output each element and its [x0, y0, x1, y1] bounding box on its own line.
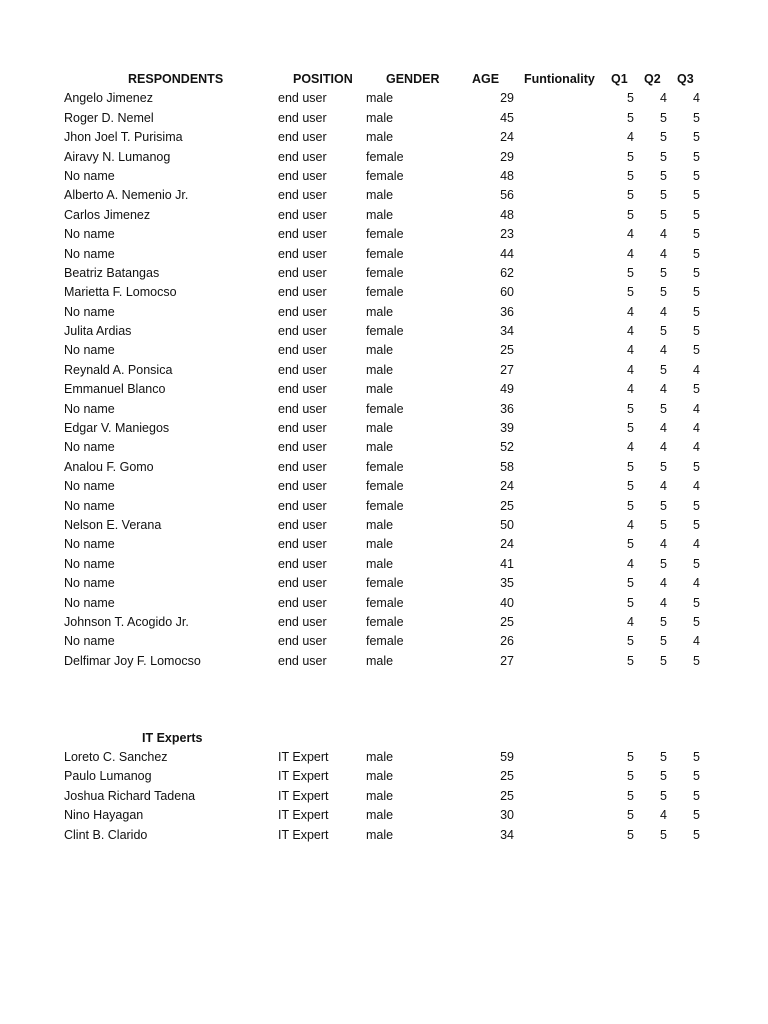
cell-age: 59 [500, 750, 514, 764]
table-row [0, 225, 768, 244]
cell-gender: male [366, 827, 394, 842]
cell-position: end user [278, 149, 327, 164]
cell-position: IT Expert [278, 808, 329, 823]
cell-gender: female [366, 324, 404, 339]
cell-q2: 5 [660, 401, 667, 416]
cell-q3: 4 [693, 91, 700, 106]
cell-q3: 4 [693, 440, 700, 455]
cell-position: end user [278, 168, 327, 183]
cell-position: end user [278, 634, 327, 649]
cell-age: 49 [500, 382, 514, 397]
cell-position: end user [278, 576, 327, 591]
cell-age: 48 [500, 207, 514, 222]
cell-q1: 4 [627, 343, 634, 358]
cell-q3: 5 [693, 227, 700, 242]
table-row [0, 206, 768, 225]
cell-q3: 4 [693, 401, 700, 416]
cell-position: end user [278, 614, 327, 629]
cell-age: 24 [500, 479, 514, 494]
cell-age: 58 [500, 459, 514, 474]
table-row [0, 148, 768, 167]
cell-name: No name [64, 556, 115, 571]
cell-q2: 5 [660, 556, 667, 571]
cell-gender: female [366, 595, 404, 610]
cell-name: No name [64, 634, 115, 649]
cell-name: Clint B. Clarido [64, 827, 148, 842]
cell-age: 34 [500, 827, 514, 842]
table-row [0, 826, 768, 845]
cell-name: Alberto A. Nemenio Jr. [64, 188, 189, 203]
table-row [0, 186, 768, 205]
cell-q1: 5 [627, 827, 634, 842]
cell-name: Delfimar Joy F. Lomocso [64, 653, 201, 668]
cell-name: Nino Hayagan [64, 808, 144, 823]
cell-q2: 4 [660, 91, 667, 106]
cell-name: Airavy N. Lumanog [64, 149, 171, 164]
cell-age: 36 [500, 401, 514, 416]
cell-q3: 5 [693, 343, 700, 358]
cell-gender: female [366, 634, 404, 649]
cell-q1: 4 [627, 556, 634, 571]
header-q2: Q2 [644, 72, 661, 86]
cell-name: No name [64, 479, 115, 494]
table-row [0, 167, 768, 186]
table-row [0, 477, 768, 496]
table-row [0, 497, 768, 516]
cell-name: Marietta F. Lomocso [64, 285, 177, 300]
table-row [0, 594, 768, 613]
cell-q2: 5 [660, 265, 667, 280]
cell-position: end user [278, 304, 327, 319]
cell-gender: male [366, 110, 394, 125]
table-row [0, 89, 768, 108]
cell-q3: 5 [693, 808, 700, 823]
table-row [0, 574, 768, 593]
cell-position: end user [278, 401, 327, 416]
cell-q2: 5 [660, 362, 667, 377]
cell-age: 24 [500, 130, 514, 145]
cell-position: end user [278, 440, 327, 455]
cell-position: end user [278, 653, 327, 668]
cell-q3: 5 [693, 110, 700, 125]
cell-gender: male [366, 440, 394, 455]
table-row [0, 419, 768, 438]
cell-gender: male [366, 91, 394, 106]
cell-age: 34 [500, 324, 514, 339]
cell-position: end user [278, 265, 327, 280]
cell-age: 29 [500, 91, 514, 106]
cell-q2: 5 [660, 634, 667, 649]
cell-name: No name [64, 401, 115, 416]
header-respondents: RESPONDENTS [128, 72, 224, 86]
cell-q1: 5 [627, 459, 634, 474]
cell-q1: 5 [627, 576, 634, 591]
cell-gender: male [366, 343, 394, 358]
cell-q3: 5 [693, 246, 700, 261]
cell-name: Julita Ardias [64, 324, 132, 339]
cell-q1: 4 [627, 614, 634, 629]
cell-name: Angelo Jimenez [64, 91, 153, 106]
cell-gender: male [366, 207, 394, 222]
cell-q1: 5 [627, 421, 634, 436]
cell-age: 39 [500, 421, 514, 436]
it-experts-title: IT Experts [142, 731, 203, 745]
cell-q2: 4 [660, 537, 667, 552]
cell-q3: 5 [693, 556, 700, 571]
cell-q3: 5 [693, 827, 700, 842]
cell-position: end user [278, 246, 327, 261]
cell-position: end user [278, 110, 327, 125]
cell-q3: 5 [693, 653, 700, 668]
cell-position: end user [278, 498, 327, 513]
header-row [0, 70, 768, 89]
cell-q1: 5 [627, 479, 634, 494]
cell-q3: 5 [693, 324, 700, 339]
cell-age: 44 [500, 246, 514, 261]
cell-q1: 5 [627, 285, 634, 300]
cell-q2: 4 [660, 479, 667, 494]
respondents-body [0, 89, 768, 671]
cell-age: 25 [500, 769, 514, 784]
cell-q3: 5 [693, 168, 700, 183]
cell-name: No name [64, 343, 115, 358]
cell-age: 25 [500, 343, 514, 358]
cell-q2: 5 [660, 324, 667, 339]
cell-age: 29 [500, 149, 514, 164]
cell-gender: male [366, 304, 394, 319]
header-q3: Q3 [677, 72, 694, 86]
cell-gender: female [366, 285, 404, 300]
header-position: POSITION [293, 72, 353, 86]
cell-q2: 5 [660, 130, 667, 145]
cell-name: Edgar V. Maniegos [64, 421, 170, 436]
cell-gender: female [366, 459, 404, 474]
cell-age: 48 [500, 168, 514, 183]
cell-q1: 5 [627, 110, 634, 125]
cell-age: 25 [500, 788, 514, 803]
cell-q3: 5 [693, 459, 700, 474]
cell-q2: 5 [660, 827, 667, 842]
cell-q2: 5 [660, 517, 667, 532]
cell-name: Reynald A. Ponsica [64, 362, 173, 377]
cell-name: Loreto C. Sanchez [64, 750, 168, 764]
cell-age: 62 [500, 265, 514, 280]
cell-age: 30 [500, 808, 514, 823]
table-row [0, 632, 768, 651]
cell-gender: female [366, 246, 404, 261]
cell-age: 23 [500, 227, 514, 242]
cell-q2: 5 [660, 110, 667, 125]
cell-q2: 5 [660, 614, 667, 629]
cell-gender: male [366, 556, 394, 571]
cell-position: end user [278, 324, 327, 339]
table-row [0, 283, 768, 302]
cell-age: 41 [500, 556, 514, 571]
cell-gender: female [366, 401, 404, 416]
cell-q1: 5 [627, 207, 634, 222]
cell-name: Beatriz Batangas [64, 265, 160, 280]
table-row [0, 380, 768, 399]
cell-q2: 5 [660, 149, 667, 164]
cell-q2: 5 [660, 498, 667, 513]
cell-q2: 5 [660, 653, 667, 668]
cell-q3: 5 [693, 207, 700, 222]
table-row [0, 767, 768, 786]
cell-q3: 5 [693, 788, 700, 803]
table-row [0, 458, 768, 477]
cell-name: Joshua Richard Tadena [64, 788, 196, 803]
cell-q3: 5 [693, 595, 700, 610]
table-row [0, 245, 768, 264]
cell-q1: 5 [627, 401, 634, 416]
header-functionality: Funtionality [524, 72, 595, 86]
cell-q1: 5 [627, 750, 634, 764]
cell-q3: 4 [693, 634, 700, 649]
table-row [0, 264, 768, 283]
cell-name: Emmanuel Blanco [64, 382, 166, 397]
cell-q1: 5 [627, 265, 634, 280]
cell-gender: male [366, 808, 394, 823]
cell-q3: 4 [693, 537, 700, 552]
cell-q2: 4 [660, 595, 667, 610]
cell-q2: 5 [660, 188, 667, 203]
cell-position: IT Expert [278, 827, 329, 842]
cell-position: end user [278, 556, 327, 571]
cell-age: 27 [500, 362, 514, 377]
cell-gender: male [366, 517, 394, 532]
cell-q3: 5 [693, 750, 700, 764]
header-gender: GENDER [386, 72, 440, 86]
cell-name: Carlos Jimenez [64, 207, 151, 222]
cell-name: No name [64, 576, 115, 591]
cell-q1: 5 [627, 91, 634, 106]
cell-gender: male [366, 421, 394, 436]
cell-q2: 5 [660, 207, 667, 222]
cell-q1: 5 [627, 188, 634, 203]
cell-q1: 5 [627, 498, 634, 513]
cell-position: end user [278, 130, 327, 145]
cell-age: 27 [500, 653, 514, 668]
cell-q2: 4 [660, 227, 667, 242]
table-row [0, 341, 768, 360]
cell-position: IT Expert [278, 769, 329, 784]
cell-q2: 4 [660, 382, 667, 397]
cell-gender: female [366, 149, 404, 164]
table-row [0, 652, 768, 671]
cell-q3: 5 [693, 285, 700, 300]
table-row [0, 438, 768, 457]
table-row [0, 400, 768, 419]
cell-q3: 5 [693, 265, 700, 280]
cell-position: end user [278, 91, 327, 106]
cell-q1: 4 [627, 130, 634, 145]
cell-gender: male [366, 769, 394, 784]
cell-q3: 5 [693, 188, 700, 203]
header-q1: Q1 [611, 72, 628, 86]
table-row [0, 109, 768, 128]
cell-age: 50 [500, 517, 514, 532]
cell-name: No name [64, 227, 115, 242]
cell-age: 26 [500, 634, 514, 649]
cell-gender: female [366, 168, 404, 183]
cell-gender: male [366, 382, 394, 397]
cell-q1: 4 [627, 324, 634, 339]
cell-name: Roger D. Nemel [64, 110, 154, 125]
cell-q1: 5 [627, 537, 634, 552]
table-row [0, 322, 768, 341]
cell-name: No name [64, 537, 115, 552]
cell-gender: male [366, 788, 394, 803]
cell-q3: 5 [693, 149, 700, 164]
cell-gender: female [366, 498, 404, 513]
cell-age: 60 [500, 285, 514, 300]
cell-q1: 5 [627, 595, 634, 610]
table-row [0, 535, 768, 554]
cell-position: end user [278, 382, 327, 397]
cell-q3: 5 [693, 304, 700, 319]
table-row [0, 613, 768, 632]
cell-age: 35 [500, 576, 514, 591]
cell-q3: 5 [693, 769, 700, 784]
cell-name: Johnson T. Acogido Jr. [64, 614, 189, 629]
cell-q3: 4 [693, 576, 700, 591]
respondents-table [0, 70, 768, 671]
cell-name: Jhon Joel T. Purisima [64, 130, 183, 145]
table-row [0, 806, 768, 825]
cell-position: end user [278, 285, 327, 300]
cell-q1: 5 [627, 168, 634, 183]
cell-q1: 5 [627, 634, 634, 649]
cell-position: end user [278, 207, 327, 222]
cell-q1: 5 [627, 788, 634, 803]
cell-name: No name [64, 168, 115, 183]
cell-name: No name [64, 304, 115, 319]
cell-name: No name [64, 498, 115, 513]
cell-q2: 5 [660, 168, 667, 183]
cell-age: 52 [500, 440, 514, 455]
cell-position: end user [278, 421, 327, 436]
cell-gender: male [366, 653, 394, 668]
cell-q1: 4 [627, 440, 634, 455]
cell-q3: 4 [693, 421, 700, 436]
cell-age: 56 [500, 188, 514, 203]
cell-q1: 4 [627, 246, 634, 261]
cell-q1: 4 [627, 304, 634, 319]
cell-q2: 5 [660, 788, 667, 803]
table-row [0, 303, 768, 322]
cell-q2: 5 [660, 750, 667, 764]
cell-q2: 4 [660, 440, 667, 455]
header-age: AGE [472, 72, 500, 86]
cell-age: 24 [500, 537, 514, 552]
cell-q3: 5 [693, 614, 700, 629]
table-row [0, 128, 768, 147]
cell-position: end user [278, 343, 327, 358]
cell-name: No name [64, 246, 115, 261]
cell-q2: 4 [660, 421, 667, 436]
cell-gender: male [366, 188, 394, 203]
cell-name: Nelson E. Verana [64, 517, 162, 532]
cell-gender: male [366, 130, 394, 145]
cell-name: Paulo Lumanog [64, 769, 152, 784]
cell-age: 36 [500, 304, 514, 319]
cell-name: No name [64, 595, 115, 610]
cell-gender: male [366, 750, 394, 764]
cell-name: Analou F. Gomo [64, 459, 154, 474]
table-row [0, 748, 768, 767]
cell-position: end user [278, 537, 327, 552]
cell-q1: 4 [627, 362, 634, 377]
table-row [0, 787, 768, 806]
cell-age: 25 [500, 498, 514, 513]
it-experts-table [0, 748, 768, 845]
cell-q3: 4 [693, 362, 700, 377]
cell-age: 25 [500, 614, 514, 629]
cell-position: end user [278, 459, 327, 474]
cell-position: IT Expert [278, 788, 329, 803]
cell-position: end user [278, 517, 327, 532]
cell-position: end user [278, 227, 327, 242]
table-row [0, 361, 768, 380]
cell-gender: male [366, 537, 394, 552]
cell-gender: female [366, 614, 404, 629]
cell-position: end user [278, 595, 327, 610]
cell-age: 45 [500, 110, 514, 125]
cell-q2: 4 [660, 246, 667, 261]
cell-q2: 4 [660, 576, 667, 591]
cell-position: IT Expert [278, 750, 329, 764]
cell-position: end user [278, 362, 327, 377]
cell-q1: 5 [627, 149, 634, 164]
cell-q1: 4 [627, 382, 634, 397]
cell-q1: 4 [627, 517, 634, 532]
cell-q1: 4 [627, 227, 634, 242]
cell-gender: female [366, 227, 404, 242]
cell-gender: female [366, 265, 404, 280]
cell-q2: 5 [660, 459, 667, 474]
cell-q3: 5 [693, 517, 700, 532]
cell-q2: 4 [660, 808, 667, 823]
cell-q2: 4 [660, 343, 667, 358]
cell-q3: 5 [693, 498, 700, 513]
cell-position: end user [278, 479, 327, 494]
cell-gender: female [366, 576, 404, 591]
cell-name: No name [64, 440, 115, 455]
cell-gender: male [366, 362, 394, 377]
cell-q3: 4 [693, 479, 700, 494]
cell-q2: 5 [660, 769, 667, 784]
cell-age: 40 [500, 595, 514, 610]
cell-position: end user [278, 188, 327, 203]
cell-q1: 5 [627, 653, 634, 668]
cell-q2: 5 [660, 285, 667, 300]
table-row [0, 555, 768, 574]
cell-q1: 5 [627, 769, 634, 784]
table-row [0, 516, 768, 535]
cell-gender: female [366, 479, 404, 494]
cell-q1: 5 [627, 808, 634, 823]
cell-q3: 5 [693, 382, 700, 397]
cell-q2: 4 [660, 304, 667, 319]
cell-q3: 5 [693, 130, 700, 145]
